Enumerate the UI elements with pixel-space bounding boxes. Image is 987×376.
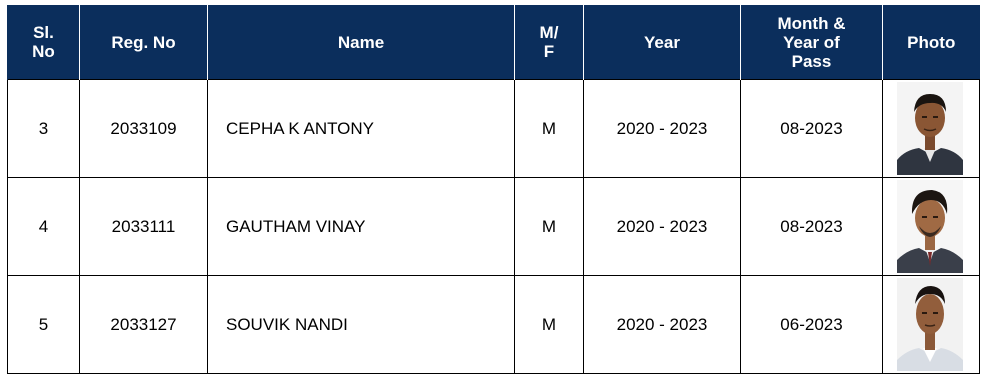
sl-no-cell: 4 [8, 178, 80, 276]
table-row [8, 80, 980, 178]
pass-cell: 06-2023 [741, 276, 883, 374]
photo-cell [883, 276, 980, 374]
col-year: Year [584, 5, 741, 80]
sl-no-cell: 5 [8, 276, 80, 374]
name-cell: SOUVIK NANDI [208, 276, 515, 374]
name-cell: CEPHA K ANTONY [208, 80, 515, 178]
header-row [8, 5, 980, 80]
sl-no-cell: 3 [8, 80, 80, 178]
student-photo-icon [897, 82, 963, 175]
reg-no-cell: 2033111 [80, 178, 208, 276]
col-photo: Photo [883, 5, 980, 80]
reg-no-cell: 2033127 [80, 276, 208, 374]
student-photo-icon [897, 278, 963, 371]
photo-cell [883, 80, 980, 178]
photo-cell [883, 178, 980, 276]
col-reg-no: Reg. No [80, 5, 208, 80]
pass-cell: 08-2023 [741, 80, 883, 178]
col-gender: M/ F [515, 5, 584, 80]
gender-cell: M [515, 178, 584, 276]
table-row [8, 178, 980, 276]
year-cell: 2020 - 2023 [584, 276, 741, 374]
col-month-year-pass: Month & Year of Pass [741, 5, 883, 80]
student-table [7, 5, 980, 374]
col-name: Name [208, 5, 515, 80]
col-sl-no: Sl. No [8, 5, 80, 80]
table-row [8, 276, 980, 374]
gender-cell: M [515, 80, 584, 178]
year-cell: 2020 - 2023 [584, 178, 741, 276]
student-photo-icon [897, 180, 963, 273]
year-cell: 2020 - 2023 [584, 80, 741, 178]
reg-no-cell: 2033109 [80, 80, 208, 178]
pass-cell: 08-2023 [741, 178, 883, 276]
gender-cell: M [515, 276, 584, 374]
name-cell: GAUTHAM VINAY [208, 178, 515, 276]
